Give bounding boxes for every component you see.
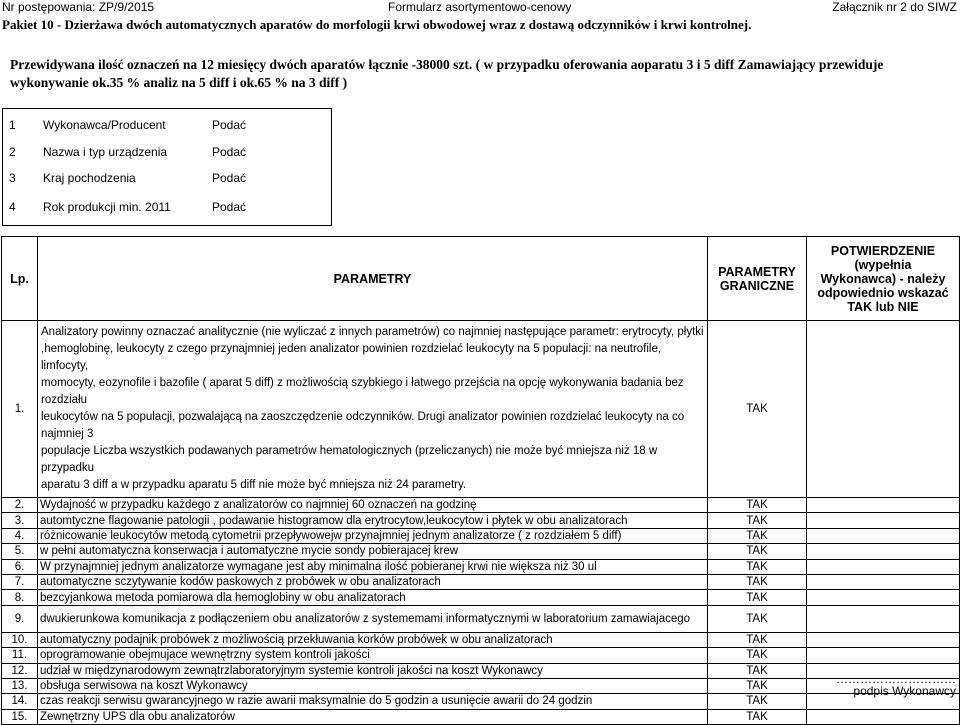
intro-line-2: wykonywanie ok.35 % analiz na 5 diff i ok.65 % na 3 diff ) (10, 75, 348, 90)
row-parameter: oprogramowanie obejmujace wewnętrzny system kontroli jakości (38, 648, 708, 663)
row-limit: TAK (708, 590, 807, 605)
info-box (2, 108, 332, 226)
row-limit: TAK (708, 559, 807, 574)
info-row-number: 4 (9, 200, 16, 214)
col-limit-header (708, 237, 807, 321)
row-limit: TAK (708, 678, 807, 693)
row-parameter: Zewnętrzny UPS dla obu analizatorów (38, 709, 708, 724)
info-row-label: Nazwa i typ urządzenia (43, 145, 168, 159)
info-row-label: Rok produkcji min. 2011 (43, 200, 171, 214)
row-limit: TAK (708, 528, 807, 543)
table-row (2, 663, 960, 678)
info-row-number: 3 (9, 171, 16, 185)
row-parameter: dwukierunkowa komunikacja z podłączeniem obu analizatorów z systememami informatycznymi w laboratorium zamawiajacego (38, 605, 708, 632)
row-limit: TAK (708, 648, 807, 663)
table-row (2, 528, 960, 543)
signature-line: ………………………… (836, 672, 956, 686)
col-confirm-header-line: odpowiednio wskazać (817, 285, 949, 300)
header-form-title: Formularz asortymentowo-cenowy (388, 0, 572, 14)
row-number: 2. (2, 498, 38, 513)
row-number: 13. (2, 678, 38, 693)
row-number: 1. (2, 321, 38, 498)
row-limit: TAK (708, 709, 807, 724)
table-row (2, 559, 960, 574)
info-row-number: 1 (9, 118, 16, 132)
table-row (2, 574, 960, 589)
row-limit: TAK (708, 544, 807, 559)
row-confirmation-cell[interactable] (807, 559, 960, 574)
col-confirm-header-line: POTWIERDZENIE (830, 243, 936, 258)
row-parameter: automatyczny podajnik probówek z możliwością przekłuwania korków probówek w obu analizatorach (38, 632, 708, 647)
table-row (2, 648, 960, 663)
row-confirmation-cell[interactable] (807, 574, 960, 589)
table-row (2, 321, 960, 498)
row-limit: TAK (708, 605, 807, 632)
col-limit-header-line: PARAMETRY (718, 264, 796, 279)
row-confirmation-cell[interactable] (807, 590, 960, 605)
row-parameter: bezcyjankowa metoda pomiarowa dla hemoglobiny w obu analizatorach (38, 590, 708, 605)
row-number: 5. (2, 544, 38, 559)
table-row (2, 590, 960, 605)
row-parameter: Wydajność w przypadku każdego z analizatorów co najmniej 60 oznaczeń na godzinę (38, 498, 708, 513)
row-confirmation-cell[interactable] (807, 709, 960, 724)
col-confirm-header (807, 237, 960, 321)
table-row (2, 544, 960, 559)
row-parameter: udział w międzynarodowym zewnątrzlaboratoryjnym systemie kontroli jakości na koszt Wykonawcy (38, 663, 708, 678)
row-parameter-line: leukocytów na 5 populacji, pozwalającą na zaoszczędzenie odczynników. Drugi analizator powinien rozdzielać leukocyty na co najmniej 3 (41, 411, 685, 440)
row-parameter (38, 321, 708, 498)
row-number: 4. (2, 528, 38, 543)
row-limit: TAK (708, 694, 807, 709)
col-confirm-header-line: (wypełnia (854, 257, 912, 272)
row-limit: TAK (708, 632, 807, 647)
col-parameters-header: PARAMETRY (38, 237, 708, 321)
row-number: 10. (2, 632, 38, 647)
row-confirmation-cell[interactable] (807, 528, 960, 543)
intro-line-1: Przewidywana ilość oznaczeń na 12 miesięcy dwóch aparatów łącznie -38000 szt. ( w przypadku oferowania aoparatu 3 i 5 diff Zamawiający przewiduje (10, 57, 884, 72)
row-parameter: w pełni automatyczna konserwacja i automatyczne mycie sondy pobierajacej krew (38, 544, 708, 559)
package-title: Pakiet 10 - Dzierżawa dwóch automatycznych aparatów do morfologii krwi obwodowej wraz z dostawą odczynników i krwi kontrolnej. (2, 17, 752, 32)
row-parameter-line: populacje Liczba wszystkich podawanych parametrów hematologicznych (przeliczanych) nie może być mniejsza niż 18 w przypadku (41, 445, 658, 474)
row-limit: TAK (708, 321, 807, 498)
row-limit: TAK (708, 574, 807, 589)
row-confirmation-cell[interactable] (807, 513, 960, 528)
row-confirmation-cell[interactable] (807, 605, 960, 632)
col-limit-header-line: GRANICZNE (719, 278, 795, 293)
info-row-value[interactable]: Podać (212, 145, 247, 159)
row-number: 9. (2, 605, 38, 632)
table-row (2, 709, 960, 724)
row-number: 12. (2, 663, 38, 678)
row-parameter: czas reakcji serwisu gwarancyjnego w razie awarii maksymalnie do 5 godzin a usunięcie awarii do 24 godzin (38, 694, 708, 709)
row-limit: TAK (708, 663, 807, 678)
row-confirmation-cell[interactable] (807, 632, 960, 647)
col-confirm-header-line: Wykonawca) - należy (820, 271, 946, 286)
row-parameter-line: Analizatory powinny oznaczać analitycznie (nie wyliczać z innych parametrów) co najmniej następujące parametr: erytrocyty, płytki (41, 326, 704, 338)
row-parameter: automtyczne flagowanie patologii , podawanie histogramow dla erytrocytow,leukocytow i płytek w obu analizatorach (38, 513, 708, 528)
row-parameter: automatyczne sczytywanie kodów paskowych z probówek w obu analizatorach (38, 574, 708, 589)
row-number: 6. (2, 559, 38, 574)
row-number: 7. (2, 574, 38, 589)
row-confirmation-cell[interactable] (807, 498, 960, 513)
row-parameter-line: momocyty, eozynofile i bazofile ( aparat 5 diff) z możliwością szybkiego i łatwego przejścia na opcję wykonywania badania bez rozdziału (41, 377, 684, 406)
row-parameter: obsługa serwisowa na koszt Wykonawcy (38, 678, 708, 693)
header-attachment: Załącznik nr 2 do SIWZ (832, 0, 957, 14)
row-number: 14. (2, 694, 38, 709)
table-row (2, 632, 960, 647)
row-parameter: różnicowanie leukocytów metodą cytometrii przepływowejw przynajmniej jednym analizatorze ( z rozdziałem 5 diff) (38, 528, 708, 543)
signature-label: podpis Wykonawcy (853, 684, 956, 698)
table-row (2, 498, 960, 513)
row-number: 3. (2, 513, 38, 528)
table-header-row (2, 237, 960, 321)
row-number: 15. (2, 709, 38, 724)
info-row-value[interactable]: Podać (212, 200, 247, 214)
parameters-table (1, 236, 960, 725)
row-parameter-line: aparatu 3 diff a w przypadku aparatu 5 diff nie może być mniejsza niż 24 parametry. (41, 479, 467, 491)
row-limit: TAK (708, 498, 807, 513)
info-row-number: 2 (9, 145, 16, 159)
row-parameter: W przynajmniej jednym analizatorze wymagane jest aby minimalna ilość pobieranej krwi nie większa niż 30 ul (38, 559, 708, 574)
row-confirmation-cell[interactable] (807, 648, 960, 663)
row-number: 11. (2, 648, 38, 663)
table-row (2, 694, 960, 709)
row-confirmation-cell[interactable] (807, 544, 960, 559)
table-row (2, 605, 960, 632)
row-limit: TAK (708, 513, 807, 528)
table-row (2, 513, 960, 528)
row-parameter-line: ,hemoglobinę, leukocyty z czego przynajmniej jeden analizator powinien rozdzielać leukocyty na 5 populacji: na neutrofile, limfocyty, (41, 343, 662, 372)
col-confirm-header-line: TAK lub NIE (847, 299, 919, 314)
header-case-number: Nr postępowania: ZP/9/2015 (2, 0, 155, 14)
info-row-value[interactable]: Podać (212, 171, 247, 185)
info-row-value[interactable]: Podać (212, 118, 247, 132)
info-row-label: Kraj pochodzenia (43, 171, 136, 185)
row-number: 8. (2, 590, 38, 605)
col-lp-header: Lp. (2, 237, 38, 321)
row-confirmation-cell[interactable] (807, 321, 960, 498)
info-row-label: Wykonawca/Producent (43, 118, 166, 132)
table-row (2, 678, 960, 693)
